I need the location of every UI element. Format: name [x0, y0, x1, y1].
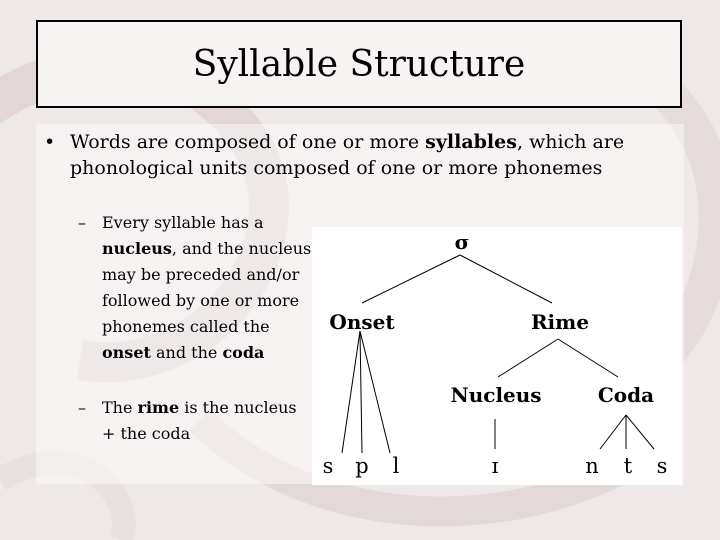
text-part: and the: [150, 343, 223, 362]
dash-mark: –: [78, 398, 86, 417]
bold-term: onset: [102, 343, 151, 362]
nucleus-leaves: [492, 454, 499, 478]
slide-title: Syllable Structure: [192, 43, 526, 85]
edge-coda-n: [600, 415, 626, 449]
onset-leaves: [323, 454, 400, 478]
coda-leaves: [585, 454, 667, 478]
sub-bullet-text: [102, 395, 298, 447]
sub-bullet-text: [102, 210, 318, 366]
node-nucleus: Nucleus: [450, 383, 542, 407]
edge-onset-s: [342, 331, 360, 453]
text-part: Every syllable has a: [102, 213, 264, 232]
text-part: , and the nucleus may be preceded and/or followed by one or more phonemes called the: [102, 239, 312, 336]
edge-rime-coda: [558, 339, 618, 377]
edge-onset-l: [360, 331, 390, 453]
bullet-bold-term: syllables: [425, 131, 517, 153]
text-part: is the nucleus + the coda: [102, 398, 297, 443]
node-coda: Coda: [597, 383, 655, 407]
bullet-text-part: , which are phonological units composed of one or more phonemes: [70, 131, 625, 179]
leaf-coda: s: [656, 454, 668, 478]
bullet-mark: •: [44, 131, 56, 153]
sub-bullet-nucleus: [78, 210, 318, 366]
syllable-tree-diagram: [312, 227, 682, 485]
leaf-coda: n: [585, 454, 599, 478]
main-bullet: [44, 129, 674, 181]
node-onset: Onset: [329, 310, 395, 334]
dash-mark: –: [78, 213, 86, 232]
edge-root-onset: [362, 255, 460, 303]
text-part: The: [102, 398, 138, 417]
leaf-nucleus: ɪ: [491, 454, 499, 478]
bold-term: nucleus: [102, 239, 172, 258]
node-rime: Rime: [530, 310, 590, 334]
leaf-onset: p: [355, 454, 369, 478]
leaf-coda: t: [623, 454, 633, 478]
leaf-onset: s: [322, 454, 334, 478]
node-root: σ: [454, 230, 470, 254]
bold-term: rime: [137, 398, 180, 417]
title-box: [36, 20, 682, 108]
bullet-text-part: Words are composed of one or more: [70, 131, 426, 153]
bullet-text: [70, 129, 674, 181]
edge-onset-p: [360, 331, 362, 453]
sub-bullet-rime: [78, 395, 298, 447]
edge-coda-s: [626, 415, 654, 449]
leaf-onset: l: [392, 454, 400, 478]
edge-root-rime: [460, 255, 552, 303]
bold-term: coda: [222, 343, 265, 362]
edge-rime-nucleus: [498, 339, 558, 377]
